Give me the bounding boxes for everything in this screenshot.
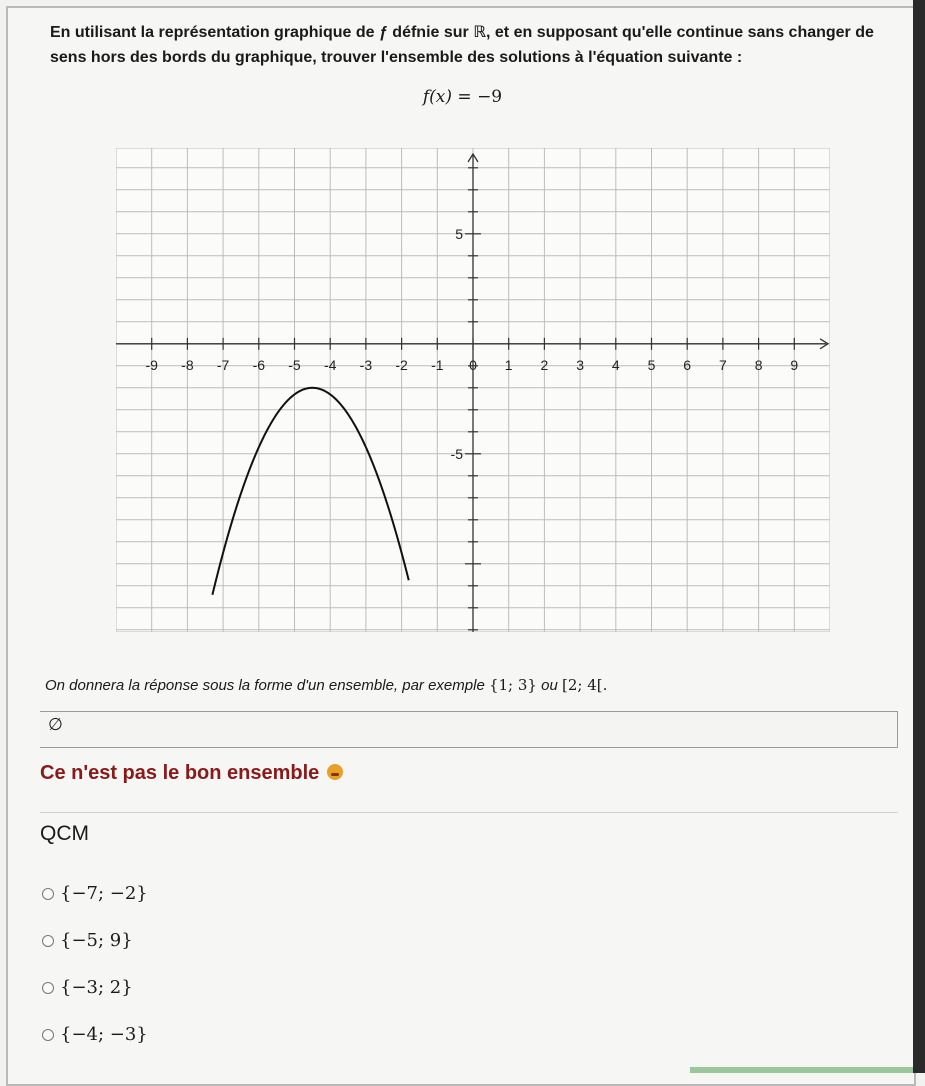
qcm-option-label: {−5; 9} bbox=[60, 930, 133, 951]
x-tick-label: -3 bbox=[359, 356, 373, 373]
answer-input[interactable] bbox=[40, 711, 898, 748]
x-tick-label: -7 bbox=[216, 356, 230, 373]
feedback-message bbox=[40, 762, 343, 785]
question-text bbox=[50, 20, 900, 70]
feedback-text: Ce n'est pas le bon ensemble bbox=[40, 762, 320, 784]
qcm-option-2[interactable] bbox=[42, 917, 148, 964]
qcm-option-1[interactable] bbox=[42, 870, 148, 917]
equation bbox=[0, 87, 925, 107]
x-tick-label: -5 bbox=[288, 356, 301, 373]
equation-lhs: f(x) = bbox=[422, 87, 478, 107]
x-tick-label: 1 bbox=[504, 356, 513, 373]
x-tick-label: 2 bbox=[540, 356, 549, 373]
progress-stripe bbox=[690, 1067, 915, 1073]
qcm-options bbox=[42, 870, 148, 1058]
x-tick-label: -1 bbox=[431, 356, 444, 373]
note-prefix: On donnera la réponse sous la forme d'un ensemble, par exemple bbox=[45, 677, 489, 694]
x-tick-label: -9 bbox=[145, 356, 158, 373]
answer-format-note bbox=[45, 676, 607, 694]
sad-face-icon bbox=[327, 764, 343, 780]
qcm-option-label: {−3; 2} bbox=[60, 977, 133, 998]
qcm-option-3[interactable] bbox=[42, 964, 148, 1011]
qcm-option-label: {−4; −3} bbox=[60, 1024, 148, 1045]
x-tick-label: -6 bbox=[252, 356, 266, 373]
x-tick-label: -2 bbox=[395, 356, 408, 373]
y-tick-label-neg5: -5 bbox=[450, 445, 463, 462]
radio-icon[interactable] bbox=[42, 935, 54, 947]
note-example-1: {1; 3} bbox=[488, 676, 537, 694]
note-middle: ou bbox=[536, 677, 562, 694]
section-divider bbox=[40, 812, 898, 813]
question-line-1: En utilisant la représentation graphique de ƒ défnie sur ℝ, et en supposant qu'elle continue sans changer de bbox=[50, 24, 874, 41]
x-tick-label: 9 bbox=[790, 356, 799, 373]
function-graph bbox=[116, 148, 830, 632]
x-tick-label: 5 bbox=[647, 356, 656, 373]
x-tick-label: 6 bbox=[683, 356, 692, 373]
y-tick-label-5: 5 bbox=[455, 225, 463, 242]
x-tick-label: -8 bbox=[181, 356, 194, 373]
window-edge bbox=[913, 0, 925, 1073]
x-tick-label: 3 bbox=[576, 356, 584, 373]
x-tick-label: -4 bbox=[323, 356, 337, 373]
qcm-title: QCM bbox=[40, 822, 89, 845]
qcm-option-label: {−7; −2} bbox=[60, 883, 148, 904]
question-line-2: sens hors des bords du graphique, trouver l'ensemble des solutions à l'équation suivante : bbox=[50, 49, 743, 66]
qcm-option-4[interactable] bbox=[42, 1011, 148, 1058]
answer-value: ∅ bbox=[48, 715, 63, 735]
x-tick-label: 0 bbox=[469, 356, 477, 373]
radio-icon[interactable] bbox=[42, 1029, 54, 1041]
x-tick-label: 4 bbox=[611, 356, 620, 373]
x-tick-label: 7 bbox=[719, 356, 727, 373]
note-example-2: [2; 4[. bbox=[562, 676, 608, 694]
radio-icon[interactable] bbox=[42, 888, 54, 900]
radio-icon[interactable] bbox=[42, 982, 54, 994]
x-tick-label: 8 bbox=[754, 356, 763, 373]
equation-rhs: −9 bbox=[477, 87, 503, 107]
